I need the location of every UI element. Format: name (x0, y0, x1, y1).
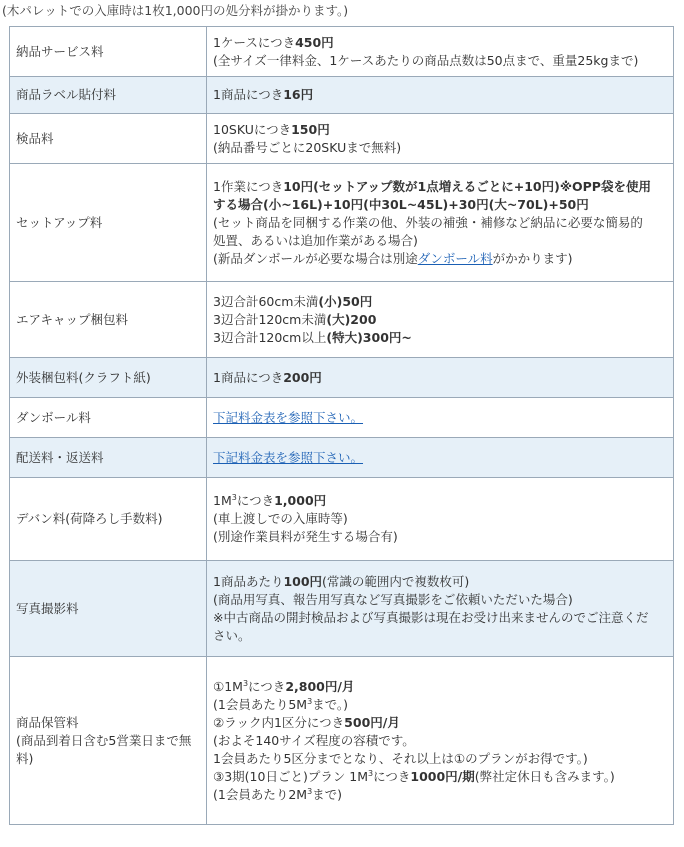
fee-label: 検品料 (10, 114, 207, 164)
detail-text: につき (248, 678, 286, 694)
detail-text: (およそ140サイズ程度の容積です。 (213, 732, 415, 748)
detail-text: まで) (312, 786, 343, 802)
fee-value-line (213, 492, 667, 510)
price-text: 1000円/期 (410, 768, 475, 784)
detail-text: (セット商品を同梱する作業の他、外装の補強・補修など納品に必要な簡易的 (213, 214, 643, 230)
detail-text: 処置、あるいは追加作業がある場合) (213, 232, 418, 248)
price-text: (大)200 (326, 311, 377, 327)
fee-label: 写真撮影料 (10, 561, 207, 657)
fee-value-line (213, 609, 667, 627)
fee-value-line (213, 121, 667, 139)
fee-value-line (213, 714, 667, 732)
detail-text: ①1M (213, 678, 243, 694)
detail-text: につき (373, 768, 411, 784)
fee-value (207, 358, 674, 398)
fee-label: 商品ラベル貼付料 (10, 77, 207, 114)
detail-text: 1商品につき (213, 87, 284, 102)
detail-text: (常識の範囲内で複数枚可) (322, 573, 470, 589)
fee-value (207, 657, 674, 825)
fee-value (207, 27, 674, 77)
fee-row (10, 27, 674, 77)
detail-text: (車上渡しでの入庫時等) (213, 511, 348, 526)
fee-value (207, 438, 674, 478)
fee-row (10, 358, 674, 398)
fee-value-line (213, 214, 667, 232)
detail-text: 1作業につき (213, 178, 284, 194)
superscript: 3 (368, 768, 374, 778)
detail-text: 1会員あたり5区分までとなり、それ以上は①のプランがお得です。) (213, 750, 588, 766)
fee-value-line (213, 750, 667, 768)
price-text: 500円/月 (344, 714, 400, 730)
detail-text: (別途作業員料が発生する場合有) (213, 529, 398, 544)
pallet-note: (木パレットでの入庫時は1枚1,000円の処分料が掛かります。) (2, 3, 349, 18)
fee-value-line (213, 34, 667, 52)
detail-text: 3辺合計60cm未満 (213, 293, 319, 309)
fee-value-line (213, 293, 667, 311)
fee-row (10, 114, 674, 164)
detail-text: さい。 (213, 627, 251, 643)
fee-label: 配送料・返送料 (10, 438, 207, 478)
fee-value (207, 282, 674, 358)
fee-value-line (213, 329, 667, 347)
price-text: 10円(セットアップ数が1点増えるごとに+10円)※OPP袋を使用 (283, 178, 651, 194)
detail-text: (納品番号ごとに20SKUまで無料) (213, 139, 402, 155)
fee-row (10, 438, 674, 478)
detail-text: 1商品につき (213, 369, 284, 385)
detail-text: (弊社定休日も含みます。) (474, 768, 615, 784)
fee-value-line (213, 311, 667, 329)
fee-label: デバン料(荷降ろし手数料) (10, 478, 207, 561)
detail-text: 1M (213, 493, 232, 508)
fee-row (10, 282, 674, 358)
detail-text: (商品用写真、報告用写真など写真撮影をご依頼いただいた場合) (213, 591, 573, 607)
fee-value (207, 561, 674, 657)
fee-value (207, 77, 674, 114)
fee-value-line (213, 449, 667, 467)
fee-label: 商品保管料 (商品到着日含む5営業日まで無料) (10, 657, 207, 825)
fee-value-line (213, 369, 667, 387)
fee-table-body (10, 27, 674, 825)
fee-value-line (213, 250, 667, 268)
detail-text: ※中古商品の開封検品および写真撮影は現在お受け出来ませんのでご注意くだ (213, 609, 649, 625)
price-text: 1,000円 (274, 493, 327, 508)
fee-value-line (213, 86, 667, 104)
detail-text: がかかります) (492, 250, 573, 266)
fee-label: ダンボール料 (10, 398, 207, 438)
fee-value (207, 114, 674, 164)
fee-value (207, 478, 674, 561)
detail-text: 3辺合計120cm未満 (213, 311, 327, 327)
fee-value-line (213, 768, 667, 786)
fee-table (9, 26, 674, 825)
fee-value-line (213, 178, 667, 196)
fee-label: 外装梱包料(クラフト紙) (10, 358, 207, 398)
fee-value (207, 398, 674, 438)
price-text: (小)50円 (318, 293, 373, 309)
price-text: 150円 (291, 121, 330, 137)
fee-label: エアキャップ梱包料 (10, 282, 207, 358)
fee-value-line (213, 591, 667, 609)
superscript: 3 (242, 678, 249, 688)
price-text: 200円 (283, 369, 322, 385)
fee-value-line (213, 52, 667, 70)
fee-label: セットアップ料 (10, 164, 207, 282)
detail-text: (新品ダンボールが必要な場合は別途 (213, 250, 418, 266)
fee-value-line (213, 409, 667, 427)
fee-value-line (213, 732, 667, 750)
fee-value-line (213, 139, 667, 157)
price-list-link[interactable]: 下記料金表を参照下さい。 (213, 409, 364, 425)
superscript: 3 (307, 696, 313, 706)
fee-value-line (213, 786, 667, 804)
superscript: 3 (307, 786, 313, 796)
fee-value-line (213, 678, 667, 696)
price-text: 16円 (283, 87, 314, 102)
fee-value-line (213, 196, 667, 214)
fee-value-line (213, 528, 667, 546)
detail-text: につき (236, 493, 275, 508)
fee-value-line (213, 573, 667, 591)
fee-value-line (213, 627, 667, 645)
price-list-link[interactable]: 下記料金表を参照下さい。 (213, 449, 364, 465)
fee-value (207, 164, 674, 282)
fee-row (10, 478, 674, 561)
detail-text: (1会員あたり5M (213, 696, 308, 712)
fee-value-line (213, 232, 667, 250)
price-text: 100円 (283, 573, 323, 589)
price-text: 450円 (295, 34, 334, 50)
fee-row (10, 77, 674, 114)
detail-text: 1ケースにつき (213, 34, 296, 50)
price-text: する場合(小~16L)+10円(中30L~45L)+30円(大~70L)+50円 (213, 196, 589, 212)
fee-row (10, 398, 674, 438)
fee-row (10, 164, 674, 282)
detail-text: 3辺合計120cm以上 (213, 329, 327, 345)
fee-row (10, 561, 674, 657)
detail-text: 1商品あたり (213, 573, 284, 589)
fee-value-line (213, 510, 667, 528)
price-text: 2,800円/月 (285, 678, 355, 694)
price-text: (特大)300円~ (326, 329, 412, 345)
fee-label: 納品サービス料 (10, 27, 207, 77)
detail-text: まで。) (312, 696, 349, 712)
superscript: 3 (231, 492, 237, 502)
price-list-link[interactable]: ダンボール料 (417, 250, 493, 266)
detail-text: ②ラック内1区分につき (213, 714, 345, 730)
detail-text: (全サイズ一律料金、1ケースあたりの商品点数は50点まで、重量25kgまで) (213, 52, 639, 68)
detail-text: 10SKUにつき (213, 121, 292, 137)
detail-text: (1会員あたり2M (213, 786, 308, 802)
fee-row (10, 657, 674, 825)
detail-text: ③3期(10日ごと)プラン 1M (213, 768, 369, 784)
fee-value-line (213, 696, 667, 714)
